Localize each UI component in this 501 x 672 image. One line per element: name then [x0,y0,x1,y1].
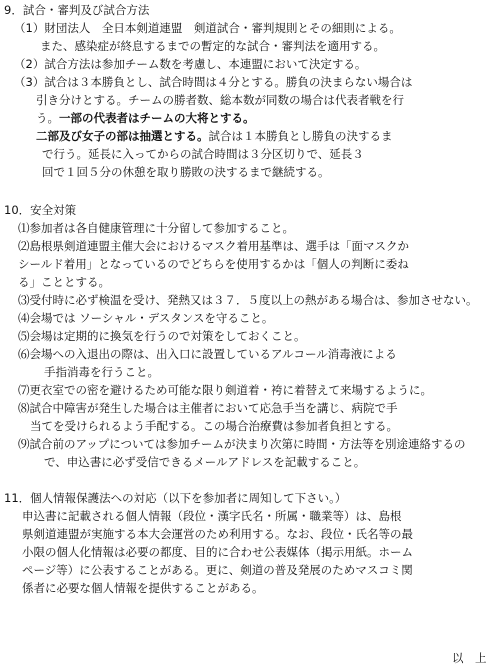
text-line: で、申込書に必ず受信できるメールアドレスを記載すること。 [44,455,366,469]
text-line: ⑹会場への入退出の際は、出入口に設置しているアルコール消毒液による [18,347,397,361]
text-line: ⑼試合前のアップについては参加チームが決まり次第に時間・方法等を別途連絡するの [18,437,466,451]
closing-mark: 以 上 [452,651,487,665]
emphasis-text: 一部の代表者はチームの大将とする。 [59,111,255,125]
text-line: （1）財団法人 全日本剣道連盟 剣道試合・審判規則とその細則による。 [14,21,401,35]
text-line: ⑷会場では ソーシャル・デスタンスを守ること。 [18,311,274,325]
text-line: 当てを受けられるよう手配する。この場合治療費は参加者負担とする。 [30,419,398,433]
text-line: ⑸会場は定期的に換気を行うので対策をしておくこと。 [18,329,306,343]
text-line: ⑺更衣室での密を避けるため可能な限り剣道着・袴に着替えて来場するように。 [18,383,432,397]
text-line: 引き分けとする。チームの勝者数、総本数が同数の場合は代表者戦を行 [36,93,404,107]
text-line: （3）試合は３本勝負とし、試合時間は４分とする。勝負の決まらない場合は [14,75,413,89]
text-line: で行う。延長に入ってからの試合時間は３分区切りで、延長３ [42,147,364,161]
text-line: 二部及び女子の部は抽選とする。試合は１本勝負とし勝負の決するま [36,129,393,143]
section-heading: 10．安全対策 [4,203,77,217]
emphasis-text: 二部及び女子の部は抽選とする。 [36,129,209,143]
text-line: 係者に必要な個人情報を提供することがある。 [22,581,264,595]
text-line: ページ等）に公表することがある。更に、剣道の普及発展のためマスコミ関 [22,563,413,577]
text-line: 小限の個人化情報は必要の都度、目的に合わせ公表媒体（掲示用紙。ホーム [22,545,413,559]
text-line: ⑴参加者は各自健康管理に十分留して参加すること。 [18,221,294,235]
text-line: 手指消毒を行うこと。 [44,365,159,379]
text-line: シールド着用」となっているのでどちらを使用するかは「個人の判断に委ね [18,257,409,271]
text-line: また、感染症が終息するまでの暫定的な試合・審判法を適用する。 [40,39,385,53]
text-line: ⑶受付時に必ず検温を受け、発熱又は３７．５度以上の熱がある場合は、参加させない。 [18,293,478,307]
text-line: る」こととする。 [18,275,110,289]
section-heading: 9．試合・審判及び試合方法 [4,3,150,17]
text-line: 回で１回５分の休憩を取り勝敗の決するまで継続する。 [42,165,330,179]
section-heading: 11．個人情報保護法への対応（以下を参加者に周知して下さい。） [4,491,347,505]
text-line: 県剣道連盟が実施する本大会運営のため利用する。なお、段位・氏名等の最 [22,527,413,541]
text-line: ⑻試合中障害が発生した場合は主催者において応急手当を講じ、病院で手 [18,401,398,415]
text-line: ⑵島根県剣道連盟主催大会におけるマスク着用基準は、選手は「面マスクか [18,239,409,253]
text-line: （2）試合方法は参加チーム数を考慮し、本連盟において決定する。 [14,57,367,71]
text-line: 申込書に記載される個人情報（段位・漢字氏名・所属・職業等）は、島根 [22,509,402,523]
text-line: う。一部の代表者はチームの大将とする。 [36,111,255,125]
